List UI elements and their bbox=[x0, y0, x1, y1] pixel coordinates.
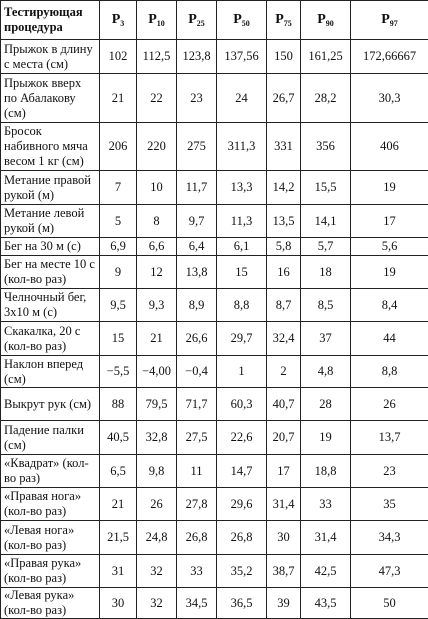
percentile-value: 26,7 bbox=[267, 74, 301, 123]
percentile-value: −5,5 bbox=[100, 356, 137, 388]
percentile-value: 406 bbox=[351, 123, 428, 171]
percentile-value: 8,5 bbox=[301, 289, 351, 322]
table-row bbox=[1, 388, 428, 421]
percentile-label: P bbox=[381, 12, 390, 27]
percentile-value: 21 bbox=[100, 74, 137, 123]
percentile-value: 21 bbox=[100, 488, 137, 521]
percentile-value: −4,00 bbox=[137, 356, 177, 388]
procedure-name: Челночный бег, 3х10 м (с) bbox=[1, 289, 100, 322]
percentile-value: 8,7 bbox=[267, 289, 301, 322]
percentile-value: 9,7 bbox=[177, 205, 217, 238]
procedure-name: «Левая рука» (кол-во раз) bbox=[1, 588, 100, 619]
percentile-value: 13,3 bbox=[217, 171, 267, 205]
percentile-value: 5,8 bbox=[267, 238, 301, 256]
percentile-value: 6,5 bbox=[100, 455, 137, 488]
percentile-value: 29,7 bbox=[217, 322, 267, 356]
percentile-value: 88 bbox=[100, 388, 137, 421]
percentile-value: 23 bbox=[177, 74, 217, 123]
percentile-value: 35,2 bbox=[217, 555, 267, 588]
percentile-value: 13,5 bbox=[267, 205, 301, 238]
procedure-name: «Правая нога» (кол-во раз) bbox=[1, 488, 100, 521]
percentile-value: 6,4 bbox=[177, 238, 217, 256]
percentile-value: 11 bbox=[177, 455, 217, 488]
header-percentile bbox=[301, 1, 351, 40]
percentile-value: 15,5 bbox=[301, 171, 351, 205]
percentile-value: 8,9 bbox=[177, 289, 217, 322]
percentile-value: 31 bbox=[100, 555, 137, 588]
percentile-value: 220 bbox=[137, 123, 177, 171]
table-row bbox=[1, 74, 428, 123]
percentile-value: 19 bbox=[351, 256, 428, 289]
percentile-value: 8,8 bbox=[217, 289, 267, 322]
percentile-value: 30 bbox=[267, 521, 301, 555]
percentile-value: 331 bbox=[267, 123, 301, 171]
header-percentile bbox=[217, 1, 267, 40]
header-percentile bbox=[100, 1, 137, 40]
percentile-value: 32,8 bbox=[137, 421, 177, 455]
percentile-subscript: 90 bbox=[326, 19, 334, 28]
percentile-value: 50 bbox=[351, 588, 428, 619]
table-row bbox=[1, 588, 428, 619]
percentile-value: 21 bbox=[137, 322, 177, 356]
percentile-value: 1 bbox=[217, 356, 267, 388]
table-row bbox=[1, 555, 428, 588]
procedure-name: Метание левой рукой (м) bbox=[1, 205, 100, 238]
percentile-value: 5 bbox=[100, 205, 137, 238]
table-body bbox=[1, 40, 428, 619]
percentile-value: 36,5 bbox=[217, 588, 267, 619]
percentile-subscript: 75 bbox=[284, 19, 292, 28]
percentile-value: 38,7 bbox=[267, 555, 301, 588]
table-row bbox=[1, 171, 428, 205]
percentile-label: P bbox=[275, 12, 284, 27]
percentile-value: 32 bbox=[137, 555, 177, 588]
percentile-value: 18 bbox=[301, 256, 351, 289]
percentile-value: 102 bbox=[100, 40, 137, 74]
percentile-value: 15 bbox=[217, 256, 267, 289]
percentile-label: P bbox=[233, 12, 242, 27]
percentile-value: 15 bbox=[100, 322, 137, 356]
percentile-subscript: 10 bbox=[157, 19, 165, 28]
percentile-value: 21,5 bbox=[100, 521, 137, 555]
table-row bbox=[1, 40, 428, 74]
percentile-value: 8,4 bbox=[351, 289, 428, 322]
percentile-value: 32 bbox=[137, 588, 177, 619]
percentile-value: 22,6 bbox=[217, 421, 267, 455]
table-row bbox=[1, 356, 428, 388]
percentile-value: 5,6 bbox=[351, 238, 428, 256]
percentile-value: 43,5 bbox=[301, 588, 351, 619]
percentile-label: P bbox=[317, 12, 326, 27]
procedure-name: Метание правой рукой (м) bbox=[1, 171, 100, 205]
percentile-subscript: 50 bbox=[242, 19, 250, 28]
percentile-value: 206 bbox=[100, 123, 137, 171]
percentile-value: 7 bbox=[100, 171, 137, 205]
header-percentile bbox=[137, 1, 177, 40]
percentile-value: 6,9 bbox=[100, 238, 137, 256]
percentile-value: 13,7 bbox=[351, 421, 428, 455]
percentile-value: 16 bbox=[267, 256, 301, 289]
percentile-value: 11,3 bbox=[217, 205, 267, 238]
percentile-value: 356 bbox=[301, 123, 351, 171]
percentile-label: P bbox=[148, 12, 157, 27]
procedure-name: Бросок набивного мяча весом 1 кг (см) bbox=[1, 123, 100, 171]
percentile-value: 22 bbox=[137, 74, 177, 123]
percentile-value: 39 bbox=[267, 588, 301, 619]
percentile-value: 9,5 bbox=[100, 289, 137, 322]
percentile-value: 35 bbox=[351, 488, 428, 521]
percentile-value: 30,3 bbox=[351, 74, 428, 123]
percentile-value: 47,3 bbox=[351, 555, 428, 588]
percentile-subscript: 25 bbox=[197, 19, 205, 28]
percentile-value: 311,3 bbox=[217, 123, 267, 171]
procedure-name: «Правая рука» (кол-во раз) bbox=[1, 555, 100, 588]
percentile-value: 2 bbox=[267, 356, 301, 388]
percentile-value: 14,2 bbox=[267, 171, 301, 205]
percentile-value: 31,4 bbox=[267, 488, 301, 521]
percentile-value: 34,5 bbox=[177, 588, 217, 619]
percentile-value: 19 bbox=[301, 421, 351, 455]
percentile-value: 33 bbox=[177, 555, 217, 588]
percentile-value: 14,7 bbox=[217, 455, 267, 488]
percentile-value: 6,1 bbox=[217, 238, 267, 256]
percentile-value: 17 bbox=[267, 455, 301, 488]
percentile-value: 9,3 bbox=[137, 289, 177, 322]
percentile-value: 71,7 bbox=[177, 388, 217, 421]
percentile-value: 5,7 bbox=[301, 238, 351, 256]
percentile-value: 10 bbox=[137, 171, 177, 205]
percentile-value: 17 bbox=[351, 205, 428, 238]
percentile-value: 60,3 bbox=[217, 388, 267, 421]
procedure-name: Выкрут рук (см) bbox=[1, 388, 100, 421]
percentile-value: 12 bbox=[137, 256, 177, 289]
percentile-value: −0,4 bbox=[177, 356, 217, 388]
percentile-value: 29,6 bbox=[217, 488, 267, 521]
percentile-value: 172,66667 bbox=[351, 40, 428, 74]
table-header bbox=[1, 1, 428, 40]
table-row bbox=[1, 289, 428, 322]
header-percentile bbox=[351, 1, 428, 40]
percentile-value: 26 bbox=[137, 488, 177, 521]
percentile-value: 19 bbox=[351, 171, 428, 205]
percentile-value: 24 bbox=[217, 74, 267, 123]
table-row bbox=[1, 455, 428, 488]
percentile-value: 9 bbox=[100, 256, 137, 289]
percentile-value: 28 bbox=[301, 388, 351, 421]
procedure-name: Скакалка, 20 с (кол-во раз) bbox=[1, 322, 100, 356]
header-row bbox=[1, 1, 428, 40]
percentile-value: 34,3 bbox=[351, 521, 428, 555]
percentile-subscript: 97 bbox=[390, 19, 398, 28]
percentile-value: 6,6 bbox=[137, 238, 177, 256]
percentile-value: 26,8 bbox=[177, 521, 217, 555]
percentile-value: 275 bbox=[177, 123, 217, 171]
table-row bbox=[1, 205, 428, 238]
percentile-value: 137,56 bbox=[217, 40, 267, 74]
percentile-value: 26,8 bbox=[217, 521, 267, 555]
percentile-value: 11,7 bbox=[177, 171, 217, 205]
percentile-value: 14,1 bbox=[301, 205, 351, 238]
procedure-name: Бег на месте 10 с (кол-во раз) bbox=[1, 256, 100, 289]
table-row bbox=[1, 238, 428, 256]
percentile-value: 30 bbox=[100, 588, 137, 619]
percentile-value: 31,4 bbox=[301, 521, 351, 555]
percentile-value: 8 bbox=[137, 205, 177, 238]
header-percentile bbox=[177, 1, 217, 40]
percentile-value: 23 bbox=[351, 455, 428, 488]
percentile-value: 27,5 bbox=[177, 421, 217, 455]
percentile-subscript: 3 bbox=[120, 19, 124, 28]
percentile-value: 40,5 bbox=[100, 421, 137, 455]
percentile-value: 79,5 bbox=[137, 388, 177, 421]
table-row bbox=[1, 521, 428, 555]
percentile-value: 28,2 bbox=[301, 74, 351, 123]
procedure-name: Наклон вперед (см) bbox=[1, 356, 100, 388]
percentile-value: 33 bbox=[301, 488, 351, 521]
procedure-name: «Квадрат» (кол-во раз) bbox=[1, 455, 100, 488]
percentile-label: P bbox=[188, 12, 197, 27]
percentile-value: 112,5 bbox=[137, 40, 177, 74]
percentile-label: P bbox=[112, 12, 121, 27]
table-row bbox=[1, 256, 428, 289]
percentile-value: 13,8 bbox=[177, 256, 217, 289]
percentile-value: 27,8 bbox=[177, 488, 217, 521]
percentile-value: 42,5 bbox=[301, 555, 351, 588]
table-row bbox=[1, 322, 428, 356]
percentile-value: 4,8 bbox=[301, 356, 351, 388]
percentile-value: 9,8 bbox=[137, 455, 177, 488]
percentile-value: 44 bbox=[351, 322, 428, 356]
procedure-name: Бег на 30 м (с) bbox=[1, 238, 100, 256]
header-percentile bbox=[267, 1, 301, 40]
percentile-value: 161,25 bbox=[301, 40, 351, 74]
percentile-value: 26 bbox=[351, 388, 428, 421]
header-procedure: Тестирующая процедура bbox=[1, 1, 100, 40]
procedure-name: Прыжок вверх по Абалакову (см) bbox=[1, 74, 100, 123]
percentile-value: 24,8 bbox=[137, 521, 177, 555]
procedure-name: Прыжок в длину с места (см) bbox=[1, 40, 100, 74]
table-row bbox=[1, 488, 428, 521]
table-row bbox=[1, 123, 428, 171]
percentile-value: 26,6 bbox=[177, 322, 217, 356]
percentile-value: 150 bbox=[267, 40, 301, 74]
procedure-name: «Левая нога» (кол-во раз) bbox=[1, 521, 100, 555]
procedure-name: Падение палки (см) bbox=[1, 421, 100, 455]
percentile-value: 123,8 bbox=[177, 40, 217, 74]
percentile-value: 32,4 bbox=[267, 322, 301, 356]
percentile-value: 37 bbox=[301, 322, 351, 356]
percentile-value: 40,7 bbox=[267, 388, 301, 421]
percentile-value: 20,7 bbox=[267, 421, 301, 455]
percentile-value: 8,8 bbox=[351, 356, 428, 388]
percentile-value: 18,8 bbox=[301, 455, 351, 488]
table-row bbox=[1, 421, 428, 455]
